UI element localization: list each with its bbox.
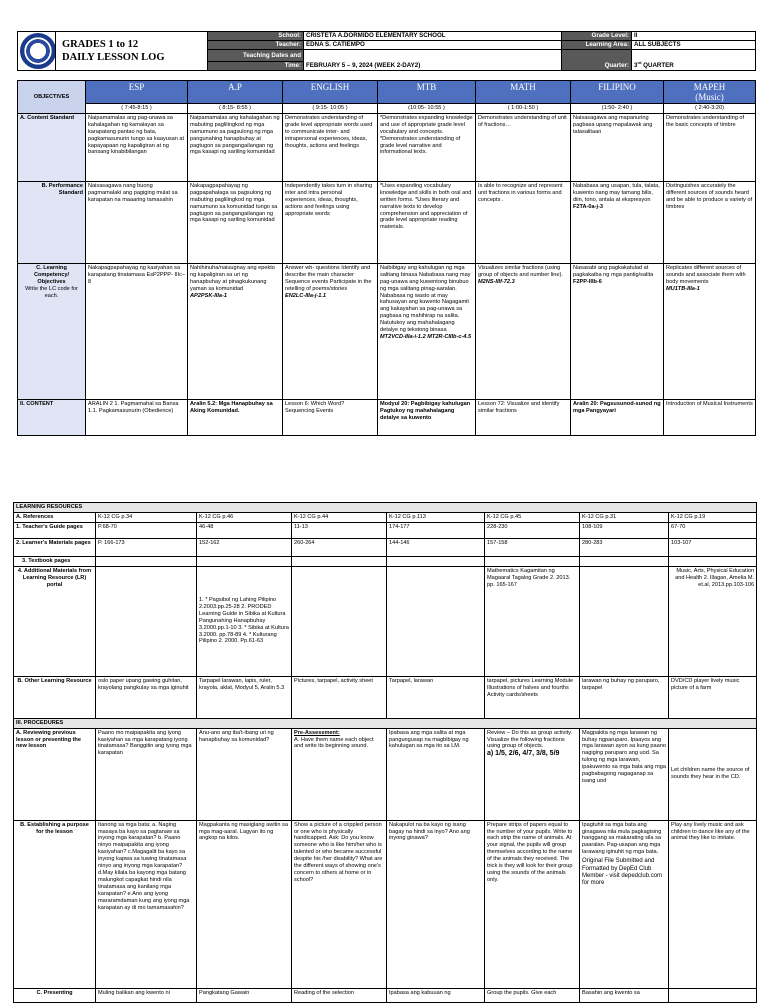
cell-esp: [96, 566, 197, 676]
cell-filipino: Magpakita ng mga larawan ng buhay ngparuparo. Ipaayos ang mga larawan ayon sa kung paano nagiging paruparo ang uod. Sa tulong ng mga larawan, ipakuwento sa mga bata ang mga pagbabagong nagaganap sa isang uod: [580, 728, 669, 820]
title-line-2: DAILY LESSON LOG: [62, 52, 165, 63]
resources-title: LEARNING RESOURCES: [14, 503, 757, 513]
pre-assessment-heading: Pre-Assessment:: [294, 729, 340, 736]
cell-filipino: [571, 181, 664, 263]
cell-text: Nababasa ang usapan, tula, talata, kuwento nang may tamang bilis, diin, tono, antala at ekspresyon: [573, 182, 660, 203]
subject-mapeh: MAPEH (Music): [664, 81, 756, 104]
cell-mtb: Ipabasa ang kabuuan ng: [387, 988, 485, 1002]
fraction: 4/7: [522, 750, 533, 758]
cell-english: Independently takes turn in sharing inter and intra personal experiences, ideas, thoughts, actions and feelings using appropriate words: [283, 181, 378, 263]
row-label: B. Other Learning Resource: [14, 676, 96, 718]
cell-filipino: Aralin 20: Pagsusunod-sunod ng mga Pangyayari: [571, 399, 664, 435]
other-resources-row: [14, 676, 757, 718]
lc-code: M2NS-IIIf-72.3: [478, 278, 515, 285]
cell-mapeh: DVD/CD player lively music picture of a farm: [669, 676, 757, 718]
objectives-label: OBJECTIVES: [18, 81, 86, 114]
cell-mtb: [378, 263, 476, 399]
cell-mapeh: Introduction of Musical Instruments: [664, 399, 756, 435]
cell-ap: Nakapagpapahayag ng pagpapahalaga sa pagsulong ng mabuting paglilingkod ng mga namumuno sa komunidad tungo sa pagtugon sa pangangailangan ng mga kasapi ng sariling komunidad: [188, 181, 283, 263]
cell-english: Show a picture of a crippled person or one who is physically handicapped. Ask: Do you know someone who is like him/her who is talented or who became successful despite his /her disability? What are the different ways of showing one's concern to others at home or in school?: [292, 820, 387, 988]
learners-materials-row: [14, 538, 757, 556]
cell-filipino: [580, 556, 669, 566]
cell-english: [292, 728, 387, 820]
quarter-value: 3rd QUARTER: [632, 50, 756, 71]
cell-mapeh: [669, 556, 757, 566]
references-row: [14, 512, 757, 522]
cell-filipino: [580, 820, 669, 988]
title-line-1: GRADES 1 to 12: [62, 39, 139, 50]
cell-filipino: [580, 566, 669, 676]
row-label: A. References: [14, 512, 96, 522]
cell-text: Replicates different sources of sounds and associate them with body movements: [666, 264, 746, 285]
subject-math: MATH: [476, 81, 571, 104]
presenting-row: [14, 988, 757, 1002]
cell-ap: Naipamamalas ang kahalagahan ng mabuting paglilingkod ng mga namumuno sa pagsulong ng mga pangunahing hanapbuhay at pagtugon sa pangangailangan ng mga kasapi ng sariling komunidad: [188, 113, 283, 181]
cell-math: [485, 728, 580, 820]
cell-mtb: Ipabasa ang mga salita at mga pangungusap na magbibigay ng kahulugan sa mga ito sa LM.: [387, 728, 485, 820]
procedures-title: III. PROCEDURES: [14, 718, 757, 728]
lc-code: F2PP-IIIb-6: [573, 278, 602, 285]
subject-filipino: FILIPINO: [571, 81, 664, 104]
cell-filipino: 280-283: [580, 538, 669, 556]
cell-ap: 152-162: [197, 538, 292, 556]
cell-mapeh: [669, 988, 757, 1002]
cell-mtb: 144-146: [387, 538, 485, 556]
teacher-label: Teacher:: [208, 41, 304, 50]
grade-label: Grade Level:: [562, 32, 632, 41]
content-row: [18, 399, 756, 435]
dates-label: Teaching Dates and: [208, 50, 304, 62]
learning-competency-row: [18, 263, 756, 399]
dates-value: FEBRUARY 5 – 9, 2024 (WEEK 2-DAY2): [304, 50, 562, 71]
cell-esp: oslo paper upang gawing guhitan, krayolang pangkulay sa mga iginuhit: [96, 676, 197, 718]
cell-ap: Anu-ano ang iba't-ibang uri ng hanapbuhay sa komunidad?: [197, 728, 292, 820]
cell-ap: [188, 263, 283, 399]
cell-english: 11-13: [292, 522, 387, 538]
cell-mapeh: 67-70: [669, 522, 757, 538]
cell-math: [485, 556, 580, 566]
row-label: [18, 263, 86, 399]
fraction: 5/9: [549, 750, 560, 758]
row-label: 1. Teacher's Guide pages: [14, 522, 96, 538]
area-value: ALL SUBJECTS: [632, 41, 756, 50]
row-label-note: Write the LC code for each.: [25, 285, 78, 299]
cell-esp: P.68-70: [96, 522, 197, 538]
row-label: A. Content Standard: [18, 113, 86, 181]
cell-mapeh: K-12 CG p.19: [669, 512, 757, 522]
school-value: CRISTETA A.DORMIDO ELEMENTARY SCHOOL: [304, 32, 562, 41]
cell-mtb: *Demonstrates expanding knowledge and use of appropriate grade level vocabulary and concepts. *Demonstrates understanding of grade level narrative and informational texts.: [378, 113, 476, 181]
cell-english: [292, 556, 387, 566]
objectives-table: [17, 80, 756, 436]
cell-mtb: *Uses expanding vocabulary knowledge and skills in both oral and written forms. *Uses literary and narrative texts to develop comprehension and appreciation of grade level appropriate reading materials.: [378, 181, 476, 263]
cell-filipino: Basahin ang kwento sa: [580, 988, 669, 1002]
performance-standard-row: [18, 181, 756, 263]
cell-filipino: larawan ng buhay ng paruparo, tarpapel: [580, 676, 669, 718]
quarter-label: Quarter:: [562, 50, 632, 71]
time-ap: ( 8:15- 8:55 ): [188, 104, 283, 114]
subject-english: ENGLISH: [283, 81, 378, 104]
lc-code: MU1TB-IIIa-1: [666, 285, 700, 292]
textbook-row: [14, 556, 757, 566]
cell-math: [476, 263, 571, 399]
row-label: B. Performance Standard: [18, 181, 86, 263]
area-label: Learning Area:: [562, 41, 632, 50]
cell-english: [292, 566, 387, 676]
time-label: Time:: [208, 62, 304, 71]
row-label: 3. Textbook pages: [14, 556, 96, 566]
cell-english: 260-264: [292, 538, 387, 556]
teachers-guide-row: [14, 522, 757, 538]
cell-ap: Tarpapel larawan, lapis, ruler, krayola, aklat, Modyul 5, Aralin 5.3: [197, 676, 292, 718]
cell-text: Naibibigay ang kahulugan ng mga salitang binasa Nababasa nang may pag-unawa ang kuwentong binubuo ng mga salitang pinag-aaralan. Nababasa ng wasto at may kahusayan ang kuwento Nagagamit ang kakayahan sa pag-unawa sa pagbasa ng mahihirap na salita. Natutukoy ang mahahalagang detalye ng tekstong binasa: [380, 264, 471, 334]
time-math: ( 1:00-1:50 ): [476, 104, 571, 114]
cell-esp: Itanong sa mga bata: a. Naging masaya ba kayo sa pagtanaw sa inyong mga karapatan? b. Paano ninyo maipapakita ang iyong kasiyahan? c.Magagalit ba kayo sa inyong kapwa sa tuwing tinatamasa ninyo ang inyong mga karapatan? d.May kilala ba kayong mga batang malungkot capagkat hindi nila tinatamasa ang kanilang mga karapatan? e.Ano ang iyong mararamdaman kung ang iyong mga karapatan ay di mo tamamasahin?: [96, 820, 197, 988]
header-title: [56, 32, 208, 71]
cell-english: Pictures, tarpapel, activity sheet: [292, 676, 387, 718]
row-label-text: C. Learning Competency/ Objectives: [33, 264, 70, 285]
cell-math: Mathematics Kagamitan ng Magaaral Tagalog Grade 2. 2013. pp. 165-167: [485, 566, 580, 676]
cell-mtb: K-12 CG p.113: [387, 512, 485, 522]
row-label: 2. Learner's Materials pages: [14, 538, 96, 556]
row-label: B. Establishing a purpose for the lesson: [14, 820, 96, 988]
cell-ap: [197, 556, 292, 566]
cell-english: Demonstrates understanding of grade level appropriate words used to communicate inter- and intrapersonal experiences, ideas, thoughts, actions and feelings: [283, 113, 378, 181]
time-english: ( 9:15- 10:05 ): [283, 104, 378, 114]
cell-math: K-12 CG p.45: [485, 512, 580, 522]
cell-esp: Paano mo maipapakita ang iyong kasiyahan sa mga karapatang iyong tinatamasa? Banggitin ang iyong mga karapatan: [96, 728, 197, 820]
cell-ap: Aralin 5.2: Mga Hanapbuhay sa Aking Komunidad.: [188, 399, 283, 435]
cell-text: Nahihinuha/naiuugnay ang epekto ng kapaligiran sa uri ng hanapbuhay at pinagkukunang yaman sa komunidad: [190, 264, 275, 292]
fraction: 1/5: [495, 750, 505, 758]
depedclub-note: Original File Submitted and Formatted by DepEd Club Member - visit depedclub.com for more: [582, 858, 663, 887]
row-label: C. Presenting: [14, 988, 96, 1002]
cell-filipino: 108-109: [580, 522, 669, 538]
school-label: School:: [208, 32, 304, 41]
cell-esp: [96, 556, 197, 566]
cell-ap: Pangkatang Gawain: [197, 988, 292, 1002]
cell-english: Reading of the selection: [292, 988, 387, 1002]
cell-text: A. Have them name each object and write its beginning sound.: [294, 736, 374, 750]
cell-esp: Naipamamalas ang pag-unawa sa kahalagahan ng kamalayan sa karapatang pantao ng bata, pagkamasunurin tungo sa kaayusan at kapayapaan ng kapaligiran at ng bansang kinabibilangan: [86, 113, 188, 181]
cell-ap: 46-48: [197, 522, 292, 538]
time-esp: ( 7:45-8:15 ): [86, 104, 188, 114]
cell-ap: Magpakanta ng masiglang awitin sa mga mag-aaral. Lagyan ito ng angkop na kilos.: [197, 820, 292, 988]
cell-mtb: Nakapulot na ba kayo ng isang bagay na hindi sa inyo? Ano ang inyong ginawa?: [387, 820, 485, 988]
reviewing-row: [14, 728, 757, 820]
time-mtb: (10:05- 10:55 ): [378, 104, 476, 114]
subject-mtb: MTB: [378, 81, 476, 104]
cell-english: K-12 CG p.44: [292, 512, 387, 522]
cell-mapeh: Distinguishes accurately the different sources of sounds heard and be able to produce a variety of timbres: [664, 181, 756, 263]
cell-mapeh: [664, 263, 756, 399]
cell-filipino: [571, 263, 664, 399]
cell-esp: ARALIN 2 1. Pagmamahal sa Bansa 1.1. Pagkamasunurin (Obedience): [86, 399, 188, 435]
cell-mapeh: 103-107: [669, 538, 757, 556]
time-mapeh: ( 2:40-3:20): [664, 104, 756, 114]
cell-mapeh: Let children name the source of sounds they hear in the CD.: [669, 728, 757, 820]
grade-value: II: [632, 32, 756, 41]
school-seal: [18, 32, 56, 71]
fraction-list: a) 1/5, 2/6, 4/7, 3/8, 5/9: [487, 750, 560, 758]
establishing-purpose-row: [14, 820, 757, 988]
cell-math: Is able to recognize and represent unit fractions in various forms and concepts .: [476, 181, 571, 263]
deped-logo-icon: [20, 33, 56, 69]
cell-mtb: Tarpapel, larawan: [387, 676, 485, 718]
cell-text: Review – Do this as group activity. Visualize the following fractions using group of objects.: [487, 729, 573, 750]
cell-mapeh: Play any lively music and ask children to dance like any of the animal they like to imitate.: [669, 820, 757, 988]
cell-english: Lesson 6: Which Word? Sequencing Events: [283, 399, 378, 435]
cell-mapeh: Demonstrates understanding of the basic concepts of timbre: [664, 113, 756, 181]
cell-mtb: 174-177: [387, 522, 485, 538]
lc-code: F2TA-0a-j-3: [573, 203, 604, 210]
cell-math: 228-230: [485, 522, 580, 538]
cell-mtb: [387, 556, 485, 566]
content-standard-row: [18, 113, 756, 181]
additional-materials-row: [14, 566, 757, 676]
header-table: [17, 31, 756, 71]
cell-english: [283, 263, 378, 399]
row-label: 4. Additional Materials from Learning Resource (LR) portal: [14, 566, 96, 676]
cell-esp: Naisasagawa nang buong pagmamalaki ang pagiging mulat sa karapatan na maaaring tamasahin: [86, 181, 188, 263]
teacher-value: EDNA S. CATIEMPO: [304, 41, 562, 50]
cell-text: Answer wh- questions Identify and describe the main character Sequence events Participate in the retelling of poems/stories: [285, 264, 372, 292]
cell-filipino: Naisasagawa ang mapanuring pagbasa upang mapalawak ang talasalitaan: [571, 113, 664, 181]
cell-filipino: K-12 CG p.31: [580, 512, 669, 522]
fraction: 2/6: [508, 750, 519, 758]
lc-code: MT2VCD-IIIa-i-1.2 MT2R-CIIIb-c-4.5: [380, 333, 472, 340]
cell-math: Group the pupils. Give each: [485, 988, 580, 1002]
cell-math: Prepare strips of papers equal to the number of your pupils. Write to each strip the name of animals. At your signal, the pupils will group themselves according to the name of the animals they received. The trick is they will look for their group using the sounds of the animals only.: [485, 820, 580, 988]
cell-math: Demonstrates understanding of unit of fractions…: [476, 113, 571, 181]
cell-mtb: Modyul 20: Pagbibigay kahulugan Pagtukoy ng mahahalagang detalye sa kuwento: [378, 399, 476, 435]
cell-esp: P. 166-173: [96, 538, 197, 556]
cell-text: Visualizes similar fractions (using group of objects and number line).: [478, 264, 563, 278]
cell-esp: K-12 CG p.34: [96, 512, 197, 522]
cell-text: Nasasabi ang pagkakatulad at pagkakaiba ng mga pantig/salita: [573, 264, 654, 278]
cell-math: Lesson 72: Visualize and identify similar fractions: [476, 399, 571, 435]
subject-ap: A.P: [188, 81, 283, 104]
cell-text: Ipagtuhit sa mga bata ang ginagawa nila mula pagkagising hanggang sa makarating sila sa paaralan. Pag-usapan ang mga larawang iginuhit ng mga bata.: [582, 821, 662, 856]
cell-mtb: [387, 566, 485, 676]
lc-code: AP2PSK-IIIa-1: [190, 292, 227, 299]
time-filipino: (1:50- 2:40 ): [571, 104, 664, 114]
cell-ap: 1. * Pagsibol ng Lahing Pilipino 2.2003.pp.25-28 2. PRODED Learning Guide in Sibika at Kultura Pangunahing Hanapbuhay 3.2000.pp.1-10 3. * Sibika at Kultura 3.2000. pp.78-89 4. * Kulturang Pilipino 2. 2000. Pp.61-63: [197, 566, 292, 676]
cell-math: tarpapel, pictures Learning Module Illustrations of halves and fourths Activity cards/sheets: [485, 676, 580, 718]
lc-code: EN2LC-IIIa-j-1.1: [285, 292, 327, 299]
row-label: II. CONTENT: [18, 399, 86, 435]
row-label: A. Reviewing previous lesson or presenting the new lesson: [14, 728, 96, 820]
cell-math: 157-158: [485, 538, 580, 556]
cell-ap: K-12 CG p.46: [197, 512, 292, 522]
fraction: 3/8: [536, 750, 546, 758]
cell-esp: Muling balikan ang kwento ni: [96, 988, 197, 1002]
cell-mapeh: Music, Arts, Physical Education and Health 2. Illagan, Amelia M. et.al, 2013.pp.103-106: [669, 566, 757, 676]
cell-esp: Nakapagpapahayag ng kasiyahan sa karapatang tinatamasa EsP2PPP- IIIc– 8: [86, 263, 188, 399]
resources-table: [13, 502, 757, 1003]
subject-esp: ESP: [86, 81, 188, 104]
